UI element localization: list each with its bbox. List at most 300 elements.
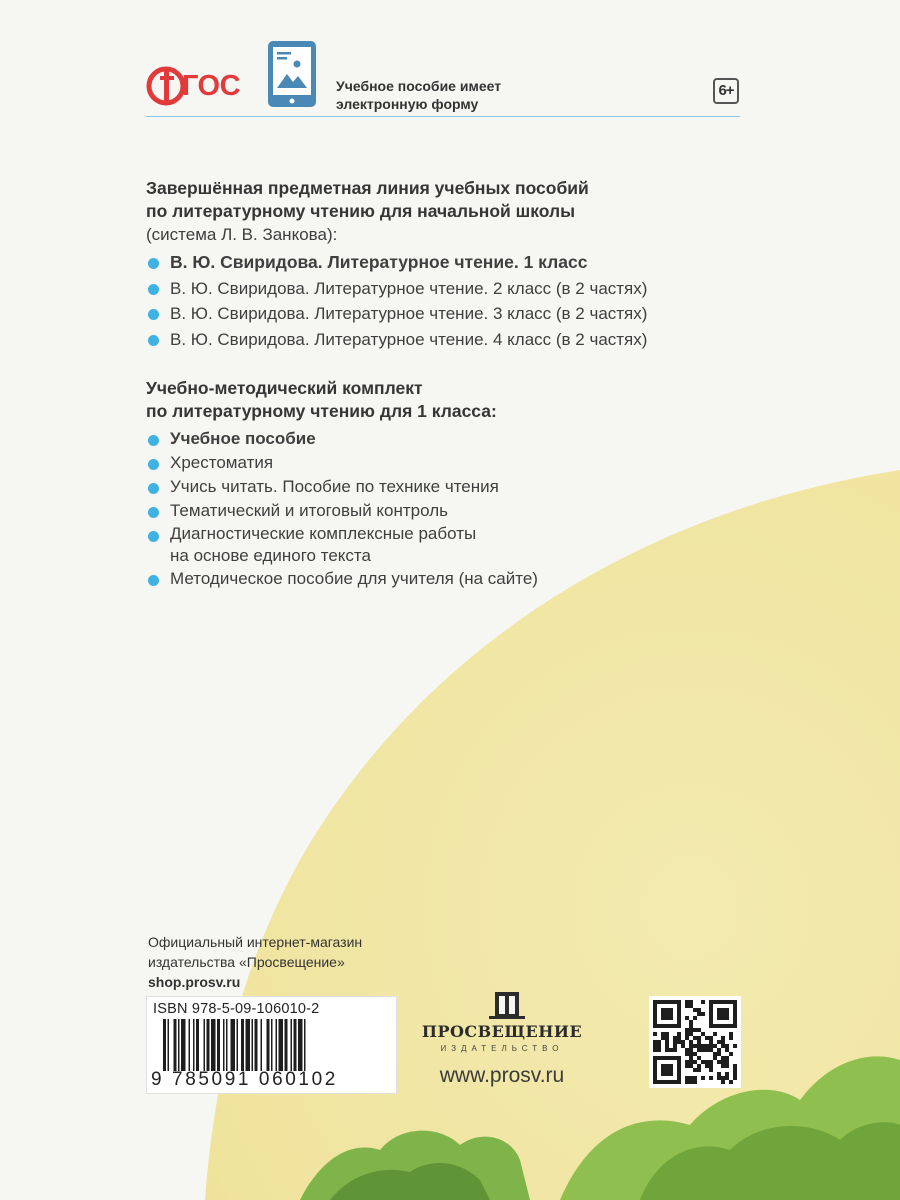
series-block: [146, 177, 766, 352]
qr-module: [653, 1020, 657, 1024]
qr-module: [689, 1076, 693, 1080]
list-item-text: В. Ю. Свиридова. Литературное чтение. 3 класс (в 2 частях): [170, 304, 648, 323]
qr-module: [705, 1044, 709, 1048]
qr-module: [733, 1020, 737, 1024]
bullet-icon: [148, 309, 159, 320]
qr-module: [717, 1072, 721, 1076]
qr-module: [721, 1056, 725, 1060]
qr-module: [677, 1064, 681, 1068]
qr-module: [725, 1072, 729, 1076]
kit-block: [146, 377, 766, 591]
qr-module: [669, 1012, 673, 1016]
qr-module: [729, 1080, 733, 1084]
qr-module: [713, 1000, 717, 1004]
electronic-form-note: Учебное пособие имеет электронную форму: [336, 78, 502, 112]
qr-module: [701, 1000, 705, 1004]
barcode-bar: [285, 1019, 288, 1071]
qr-module: [709, 1060, 713, 1064]
qr-module: [677, 1076, 681, 1080]
qr-module: [693, 1028, 697, 1032]
qr-module: [709, 1044, 713, 1048]
barcode-bar: [223, 1019, 225, 1071]
qr-module: [685, 1048, 689, 1052]
barcode-bar: [196, 1019, 199, 1071]
qr-module: [661, 1024, 665, 1028]
qr-module: [701, 1032, 705, 1036]
barcode-bar: [276, 1019, 278, 1071]
qr-module: [693, 1016, 697, 1020]
qr-module: [689, 1028, 693, 1032]
qr-module: [725, 1056, 729, 1060]
series-list: [146, 250, 766, 352]
qr-module: [689, 1048, 693, 1052]
qr-module: [733, 1076, 737, 1080]
qr-module: [673, 1044, 677, 1048]
qr-module: [721, 1036, 725, 1040]
qr-module: [669, 1080, 673, 1084]
qr-module: [653, 1044, 657, 1048]
list-item-text: Тематический и итоговый контроль: [170, 501, 448, 520]
qr-module: [733, 1044, 737, 1048]
bullet-icon: [148, 531, 159, 542]
qr-module: [677, 1016, 681, 1020]
qr-module: [693, 1044, 697, 1048]
list-item: [146, 301, 766, 327]
qr-module: [653, 1068, 657, 1072]
qr-module: [709, 1008, 713, 1012]
list-item: [146, 276, 766, 302]
barcode-bar: [231, 1019, 236, 1071]
publisher-name: ПРОСВЕЩЕНИЕ: [421, 1022, 583, 1041]
series-subtitle: (система Л. В. Занкова):: [146, 225, 338, 244]
barcode-bar: [211, 1019, 216, 1071]
qr-module: [713, 1044, 717, 1048]
bullet-icon: [148, 575, 159, 586]
kit-title-line1: Учебно-методический комплект: [146, 378, 423, 398]
qr-module: [729, 1036, 733, 1040]
qr-module: [693, 1052, 697, 1056]
qr-module: [661, 1068, 665, 1072]
qr-module: [713, 1052, 717, 1056]
qr-module: [669, 1068, 673, 1072]
qr-module: [725, 1008, 729, 1012]
qr-module: [705, 1060, 709, 1064]
qr-module: [689, 1000, 693, 1004]
qr-module: [709, 1020, 713, 1024]
qr-module: [661, 1016, 665, 1020]
qr-module: [661, 1000, 665, 1004]
qr-module: [709, 1048, 713, 1052]
qr-module: [705, 1048, 709, 1052]
list-item-text: Методическое пособие для учителя (на сайте): [170, 569, 538, 588]
qr-module: [709, 1040, 713, 1044]
qr-module: [733, 1008, 737, 1012]
qr-module: [669, 1048, 673, 1052]
barcode-bar: [279, 1019, 284, 1071]
qr-module: [661, 1072, 665, 1076]
qr-module: [697, 1056, 701, 1060]
header-divider: [146, 116, 740, 117]
qr-module: [725, 1048, 729, 1052]
qr-module: [685, 1076, 689, 1080]
shop-line1: Официальный интернет-магазин: [148, 934, 363, 950]
qr-module: [725, 1060, 729, 1064]
qr-module: [653, 1004, 657, 1008]
qr-module: [721, 1040, 725, 1044]
qr-module: [673, 1024, 677, 1028]
qr-module: [653, 1076, 657, 1080]
shop-info: [148, 932, 408, 992]
qr-module: [689, 1060, 693, 1064]
qr-module: [697, 1064, 701, 1068]
qr-module: [693, 1036, 697, 1040]
qr-module: [677, 1008, 681, 1012]
qr-module: [689, 1020, 693, 1024]
barcode-bar: [207, 1019, 210, 1071]
qr-module: [673, 1048, 677, 1052]
qr-module: [657, 1000, 661, 1004]
shop-line2: издательства «Просвещение»: [148, 954, 345, 970]
qr-module: [661, 1032, 665, 1036]
bullet-icon: [148, 459, 159, 470]
barcode-bar: [204, 1019, 206, 1071]
qr-module: [725, 1000, 729, 1004]
list-item-text: В. Ю. Свиридова. Литературное чтение. 2 класс (в 2 частях): [170, 278, 648, 298]
qr-module: [673, 1040, 677, 1044]
qr-module: [677, 1012, 681, 1016]
qr-module: [713, 1032, 717, 1036]
qr-module: [677, 1024, 681, 1028]
barcode-bar: [174, 1019, 177, 1071]
kit-list: [146, 427, 766, 591]
qr-module: [701, 1012, 705, 1016]
qr-module: [721, 1076, 725, 1080]
qr-module: [709, 1064, 713, 1068]
qr-module: [697, 1068, 701, 1072]
list-item-text: В. Ю. Свиридова. Литературное чтение. 4 класс (в 2 частях): [170, 329, 648, 349]
qr-module: [721, 1024, 725, 1028]
qr-module: [717, 1016, 721, 1020]
qr-module: [669, 1064, 673, 1068]
qr-module: [689, 1040, 693, 1044]
qr-module: [685, 1036, 689, 1040]
qr-module: [657, 1024, 661, 1028]
qr-module: [657, 1056, 661, 1060]
barcode-bar: [189, 1019, 191, 1071]
bullet-icon: [148, 258, 159, 269]
qr-module: [697, 1040, 701, 1044]
qr-module: [721, 1012, 725, 1016]
qr-module: [653, 1048, 657, 1052]
qr-module: [685, 1004, 689, 1008]
qr-module: [661, 1012, 665, 1016]
qr-module: [709, 1000, 713, 1004]
qr-module: [665, 1024, 669, 1028]
qr-module: [717, 1076, 721, 1080]
qr-module: [653, 1008, 657, 1012]
qr-module: [669, 1008, 673, 1012]
qr-module: [725, 1064, 729, 1068]
barcode-bar: [298, 1019, 303, 1071]
shop-url[interactable]: shop.prosv.ru: [148, 974, 241, 990]
qr-module: [665, 1016, 669, 1020]
list-item: [146, 250, 766, 276]
isbn-text: ISBN 978-5-09-106010-2: [153, 1001, 320, 1017]
qr-module: [669, 1072, 673, 1076]
qr-module: [733, 1012, 737, 1016]
qr-module: [733, 1064, 737, 1068]
list-item-text-continued: на основе единого текста: [170, 546, 371, 565]
qr-module: [665, 1056, 669, 1060]
barcode-bar: [237, 1019, 239, 1071]
qr-module: [697, 1008, 701, 1012]
qr-module: [673, 1080, 677, 1084]
qr-module: [725, 1024, 729, 1028]
qr-module: [685, 1032, 689, 1036]
bullet-icon: [148, 483, 159, 494]
qr-module: [689, 1032, 693, 1036]
barcode-bar: [163, 1019, 166, 1071]
qr-module: [717, 1040, 721, 1044]
qr-module: [665, 1040, 669, 1044]
qr-module: [665, 1000, 669, 1004]
qr-module: [677, 1004, 681, 1008]
qr-module: [701, 1044, 705, 1048]
qr-module: [685, 1052, 689, 1056]
qr-module: [717, 1000, 721, 1004]
qr-module: [665, 1064, 669, 1068]
qr-module: [733, 1072, 737, 1076]
qr-module: [653, 1000, 657, 1004]
ean-digits: 9 785091 060102: [151, 1069, 338, 1090]
qr-module: [693, 1080, 697, 1084]
fgos-logo-text: ГОС: [182, 70, 241, 102]
qr-module: [653, 1012, 657, 1016]
list-item: [146, 523, 766, 567]
qr-module: [717, 1024, 721, 1028]
qr-module: [701, 1060, 705, 1064]
qr-module: [653, 1016, 657, 1020]
bullet-icon: [148, 335, 159, 346]
qr-module: [685, 1028, 689, 1032]
qr-module: [653, 1060, 657, 1064]
publisher-logo-icon: [477, 990, 537, 1020]
qr-module: [685, 1080, 689, 1084]
qr-module: [677, 1036, 681, 1040]
qr-module: [669, 1016, 673, 1020]
qr-module: [709, 1076, 713, 1080]
qr-module: [721, 1008, 725, 1012]
qr-module: [653, 1032, 657, 1036]
qr-module: [689, 1004, 693, 1008]
qr-module: [717, 1012, 721, 1016]
qr-module: [677, 1056, 681, 1060]
qr-module: [709, 1024, 713, 1028]
list-item: [146, 451, 766, 475]
qr-module: [709, 1004, 713, 1008]
barcode-bar: [304, 1019, 306, 1071]
qr-module: [729, 1032, 733, 1036]
qr-module: [653, 1056, 657, 1060]
qr-module: [689, 1044, 693, 1048]
qr-module: [693, 1068, 697, 1072]
qr-module: [689, 1052, 693, 1056]
qr-module: [677, 1060, 681, 1064]
qr-module: [685, 1064, 689, 1068]
qr-module: [717, 1052, 721, 1056]
qr-module: [685, 1000, 689, 1004]
qr-module: [661, 1036, 665, 1040]
qr-module: [677, 1068, 681, 1072]
list-item-text: Учебное пособие: [170, 429, 316, 448]
series-title-line2: по литературному чтению для начальной школы: [146, 201, 576, 221]
age-rating-badge: 6+: [713, 78, 739, 104]
tablet-image-icon: [267, 40, 317, 108]
barcode-bar: [226, 1019, 228, 1071]
qr-module: [721, 1000, 725, 1004]
qr-module: [709, 1016, 713, 1020]
qr-module: [657, 1040, 661, 1044]
qr-module: [681, 1040, 685, 1044]
qr-module: [665, 1068, 669, 1072]
barcode-bar: [291, 1019, 293, 1071]
barcode-bar: [193, 1019, 195, 1071]
list-item: [146, 499, 766, 523]
qr-module: [661, 1056, 665, 1060]
list-item: [146, 475, 766, 499]
qr-module: [665, 1008, 669, 1012]
qr-module: [669, 1000, 673, 1004]
qr-module: [653, 1024, 657, 1028]
qr-module: [721, 1044, 725, 1048]
qr-module: [661, 1064, 665, 1068]
qr-module: [665, 1036, 669, 1040]
barcode-bar: [267, 1019, 270, 1071]
qr-module: [689, 1056, 693, 1060]
qr-module: [677, 1080, 681, 1084]
qr-module: [693, 1076, 697, 1080]
bullet-icon: [148, 435, 159, 446]
qr-module: [721, 1064, 725, 1068]
qr-module: [717, 1008, 721, 1012]
list-item: [146, 327, 766, 353]
qr-code-icon[interactable]: [649, 996, 741, 1088]
qr-module: [673, 1036, 677, 1040]
qr-module: [681, 1044, 685, 1048]
kit-title-line2: по литературному чтению для 1 класса:: [146, 401, 497, 421]
qr-module: [697, 1036, 701, 1040]
qr-module: [661, 1080, 665, 1084]
list-item-text: Хрестоматия: [170, 453, 274, 472]
barcode-bar: [217, 1019, 220, 1071]
qr-module: [689, 1024, 693, 1028]
list-item: [146, 427, 766, 451]
barcode-bar: [246, 1019, 251, 1071]
qr-module: [677, 1032, 681, 1036]
qr-module: [709, 1068, 713, 1072]
qr-module: [689, 1064, 693, 1068]
qr-module: [717, 1048, 721, 1052]
qr-module: [665, 1032, 669, 1036]
qr-module: [697, 1044, 701, 1048]
qr-module: [721, 1060, 725, 1064]
barcode-bar: [271, 1019, 273, 1071]
publisher-subtitle: ИЗДАТЕЛЬСТВО: [440, 1044, 564, 1053]
qr-module: [701, 1048, 705, 1052]
qr-module: [717, 1060, 721, 1064]
qr-module: [713, 1056, 717, 1060]
qr-module: [657, 1044, 661, 1048]
barcode-bar: [168, 1019, 170, 1071]
qr-module: [725, 1012, 729, 1016]
qr-module: [697, 1012, 701, 1016]
qr-module: [733, 1000, 737, 1004]
barcode-bars: [163, 1019, 391, 1071]
qr-module: [677, 1072, 681, 1076]
qr-module: [733, 1004, 737, 1008]
qr-module: [653, 1080, 657, 1084]
qr-module: [673, 1056, 677, 1060]
qr-module: [729, 1024, 733, 1028]
barcode-bar: [178, 1019, 180, 1071]
qr-module: [665, 1072, 669, 1076]
publisher-website[interactable]: www.prosv.ru: [439, 1064, 565, 1087]
qr-module: [665, 1012, 669, 1016]
qr-module: [653, 1072, 657, 1076]
qr-module: [653, 1064, 657, 1068]
qr-module: [693, 1060, 697, 1064]
qr-module: [721, 1080, 725, 1084]
qr-module: [665, 1044, 669, 1048]
qr-module: [705, 1036, 709, 1040]
list-item-text: Диагностические комплексные работы: [170, 524, 477, 543]
qr-module: [733, 1016, 737, 1020]
series-title-line1: Завершённая предметная линия учебных пособий: [146, 178, 589, 198]
qr-module: [733, 1024, 737, 1028]
qr-module: [657, 1080, 661, 1084]
list-item-text: Учись читать. Пособие по технике чтения: [170, 477, 499, 496]
bullet-icon: [148, 507, 159, 518]
qr-module: [657, 1048, 661, 1052]
list-item-text: В. Ю. Свиридова. Литературное чтение. 1 класс: [170, 252, 588, 272]
qr-module: [677, 1040, 681, 1044]
qr-module: [697, 1028, 701, 1032]
qr-module: [677, 1020, 681, 1024]
qr-module: [653, 1040, 657, 1044]
qr-module: [725, 1044, 729, 1048]
qr-module: [709, 1036, 713, 1040]
qr-module: [721, 1016, 725, 1020]
barcode-bar: [241, 1019, 244, 1071]
qr-module: [733, 1068, 737, 1072]
qr-module: [713, 1024, 717, 1028]
qr-module: [709, 1012, 713, 1016]
qr-module: [725, 1016, 729, 1020]
barcode-bar: [181, 1019, 186, 1071]
qr-module: [685, 1060, 689, 1064]
qr-module: [697, 1048, 701, 1052]
qr-module: [725, 1076, 729, 1080]
qr-module: [661, 1008, 665, 1012]
barcode-bar: [294, 1019, 297, 1071]
qr-module: [669, 1024, 673, 1028]
list-item: [146, 567, 766, 591]
qr-module: [665, 1080, 669, 1084]
barcode-bar: [252, 1019, 254, 1071]
qr-module: [685, 1016, 689, 1020]
qr-module: [705, 1064, 709, 1068]
qr-module: [729, 1000, 733, 1004]
